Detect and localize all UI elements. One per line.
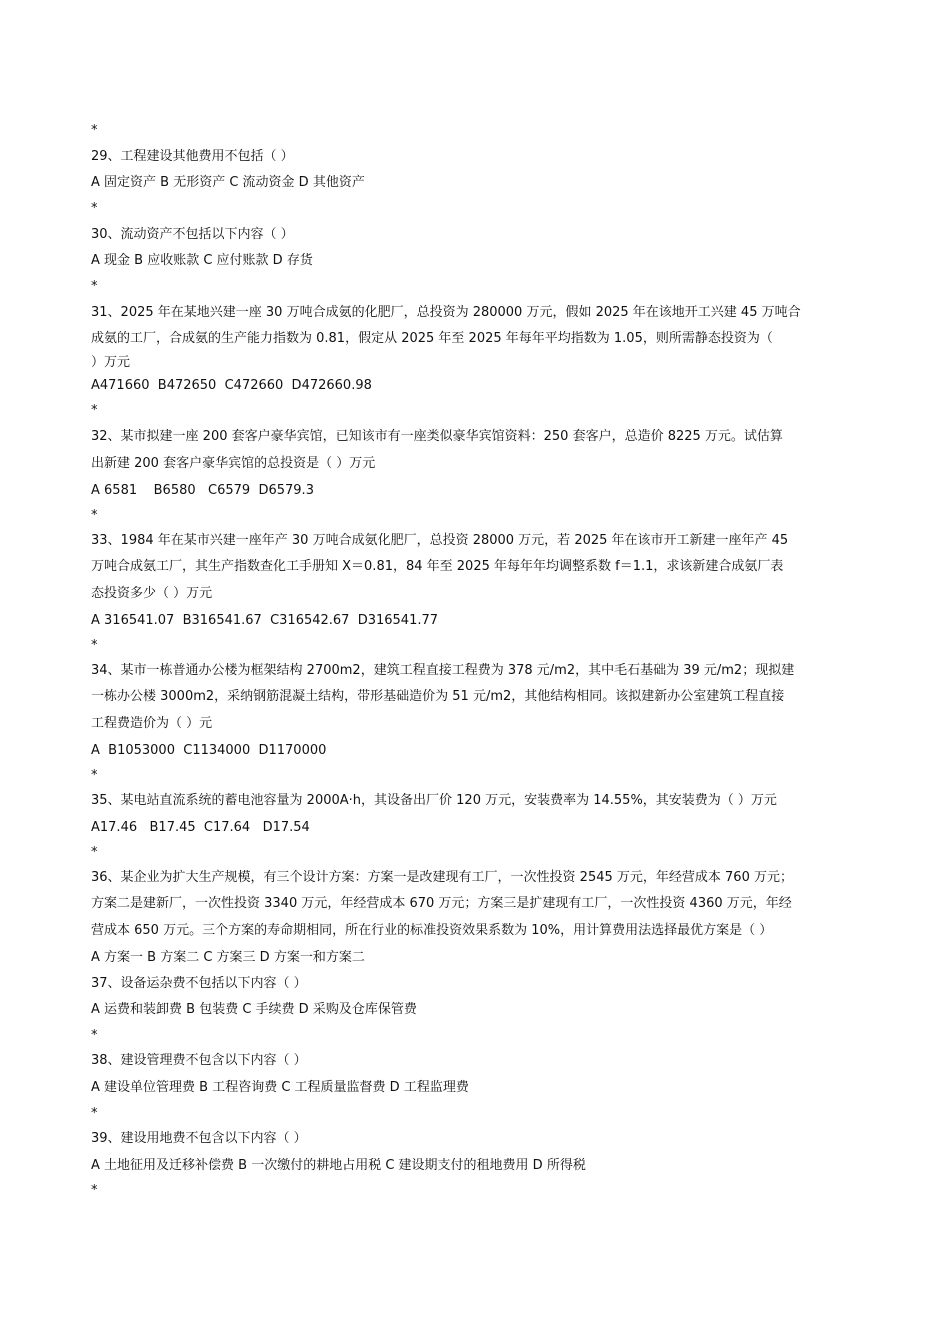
options-35: A17.46 B17.45 C17.64 D17.54 [91,820,310,835]
question-31-line-1: 31、2025 年在某地兴建一座 30 万吨合成氨的化肥厂，总投资为 280000 万元，假如 2025 年在该地开工兴建 45 万吨合 [91,305,801,320]
question-36-line-2: 方案二是建新厂，一次性投资 3340 万元，年经营成本 670 万元；方案三是扩建现有工厂，一次性投资 4360 万元，年经 [91,896,792,911]
options-29: A 固定资产 B 无形资产 C 流动资金 D 其他资产 [91,175,365,190]
question-36-line-1: 36、某企业为扩大生产规模，有三个设计方案：方案一是改建现有工厂，一次性投资 2545 万元，年经营成本 760 万元； [91,870,793,885]
options-31: A471660 B472650 C472660 D472660.98 [91,378,372,393]
separator: * [91,201,98,216]
separator: * [91,845,98,860]
question-32-line-2: 出新建 200 套客户豪华宾馆的总投资是（ ）万元 [91,456,376,471]
separator: * [91,1183,98,1198]
question-33-line-2: 万吨合成氨工厂，其生产指数查化工手册知 X＝0.81，84 年至 2025 年每年年均调整系数 f＝1.1，求该新建合成氨厂表 [91,559,784,574]
options-37: A 运费和装卸费 B 包装费 C 手续费 D 采购及仓库保管费 [91,1002,417,1017]
question-31-line-3: ）万元 [91,355,131,370]
separator: * [91,403,98,418]
question-35: 35、某电站直流系统的蓄电池容量为 2000A·h，其设备出厂价 120 万元，安装费率为 14.55%，其安装费为（ ）万元 [91,793,777,808]
separator: * [91,638,98,653]
separator: * [91,1028,98,1043]
question-38: 38、建设管理费不包含以下内容（ ） [91,1053,307,1068]
question-37: 37、设备运杂费不包括以下内容（ ） [91,976,307,991]
question-39: 39、建设用地费不包含以下内容（ ） [91,1131,307,1146]
separator: * [91,1106,98,1121]
options-32: A 6581 B6580 C6579 D6579.3 [91,483,314,498]
question-33-line-3: 态投资多少（ ）万元 [91,586,213,601]
question-31-line-2: 成氨的工厂，合成氨的生产能力指数为 0.81，假定从 2025 年至 2025 年每年平均指数为 1.05，则所需静态投资为（ [91,331,773,346]
question-34-line-1: 34、某市一栋普通办公楼为框架结构 2700m2，建筑工程直接工程费为 378 元/m2，其中毛石基础为 39 元/m2；现拟建 [91,663,795,678]
separator: * [91,123,98,138]
options-33: A 316541.07 B316541.67 C316542.67 D316541.77 [91,613,439,628]
question-32-line-1: 32、某市拟建一座 200 套客户豪华宾馆，已知该市有一座类似豪华宾馆资料：250 套客户，总造价 8225 万元。试估算 [91,429,783,444]
question-29: 29、工程建设其他费用不包括（ ） [91,149,294,164]
options-39: A 土地征用及迁移补偿费 B 一次缴付的耕地占用税 C 建设期支付的租地费用 D 所得税 [91,1158,586,1173]
separator: * [91,768,98,783]
separator: * [91,508,98,523]
options-38: A 建设单位管理费 B 工程咨询费 C 工程质量监督费 D 工程监理费 [91,1080,469,1095]
question-34-line-2: 一栋办公楼 3000m2，采纳钢筋混凝土结构，带形基础造价为 51 元/m2，其他结构相同。该拟建新办公室建筑工程直接 [91,689,785,704]
question-33-line-1: 33、1984 年在某市兴建一座年产 30 万吨合成氨化肥厂，总投资 28000 万元，若 2025 年在该市开工新建一座年产 45 [91,533,789,548]
options-34: A B1053000 C1134000 D1170000 [91,743,327,758]
options-30: A 现金 B 应收账款 C 应付账款 D 存货 [91,253,313,268]
question-34-line-3: 工程费造价为（ ）元 [91,716,213,731]
question-36-line-3: 营成本 650 万元。三个方案的寿命期相同，所在行业的标准投资效果系数为 10%，用计算费用法选择最优方案是（ ） [91,923,773,938]
question-30: 30、流动资产不包括以下内容（ ） [91,227,294,242]
separator: * [91,279,98,294]
options-36: A 方案一 B 方案二 C 方案三 D 方案一和方案二 [91,950,365,965]
